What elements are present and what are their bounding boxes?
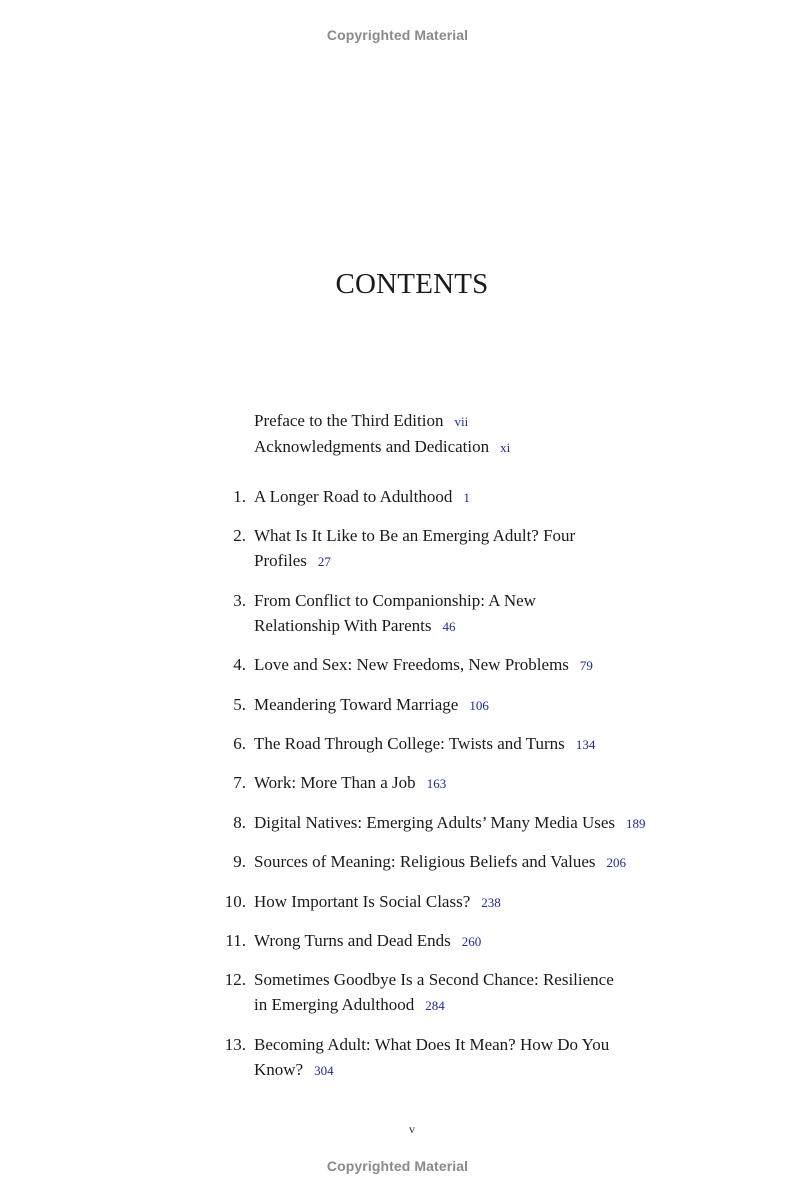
chapter-title: Digital Natives: Emerging Adults’ Many Media Uses xyxy=(254,812,616,832)
toc-entry-chapter-4[interactable] xyxy=(0,652,654,678)
chapter-title-line-1: Becoming Adult: What Does It Mean? How Do You xyxy=(254,1034,610,1054)
toc-page-number[interactable]: 163 xyxy=(426,776,447,792)
toc-page-number[interactable]: 106 xyxy=(469,697,489,713)
toc-entry-chapter-6[interactable] xyxy=(0,731,654,757)
toc-page-number[interactable]: 206 xyxy=(606,855,627,871)
toc-page-number[interactable]: 134 xyxy=(575,736,596,752)
chapter-title: A Longer Road to Adulthood xyxy=(254,487,453,506)
toc-entry-chapter-3[interactable] xyxy=(0,588,654,639)
toc-page-number[interactable]: vii xyxy=(454,414,469,429)
toc-entry-chapter-11[interactable] xyxy=(0,928,654,954)
toc-entry-chapter-1[interactable] xyxy=(0,484,654,510)
front-matter-list xyxy=(254,408,734,460)
toc-entry-chapter-12[interactable] xyxy=(0,967,654,1018)
chapter-number: 3. xyxy=(233,590,246,610)
chapter-number: 4. xyxy=(233,655,246,675)
chapter-title: What Is It Like to Be an Emerging Adult? Four Profiles xyxy=(254,526,576,571)
toc-page-number[interactable]: 238 xyxy=(481,894,501,910)
toc-entry-chapter-8[interactable] xyxy=(0,810,654,836)
chapter-title-line-2: Relationship With Parents xyxy=(254,615,432,635)
chapter-number: 7. xyxy=(233,773,246,793)
chapter-number: 1. xyxy=(233,487,246,506)
page-title: CONTENTS xyxy=(335,268,489,300)
toc-page-number[interactable]: 304 xyxy=(314,1062,334,1078)
chapter-list xyxy=(0,484,795,1096)
chapter-title-line-1: From Conflict to Companionship: A New xyxy=(254,590,536,610)
chapter-title-line-1: Sometimes Goodbye Is a Second Chance: Resilience xyxy=(254,970,614,990)
toc-page-number[interactable]: 284 xyxy=(425,998,445,1014)
toc-page-number[interactable]: 260 xyxy=(461,933,482,949)
toc-entry-title: Preface to the Third Edition xyxy=(254,411,444,430)
chapter-number: 6. xyxy=(233,733,246,753)
toc-entry-acknowledgments[interactable] xyxy=(254,434,734,460)
toc-page-number[interactable]: 46 xyxy=(442,618,456,634)
chapter-title: Sources of Meaning: Religious Beliefs and Values xyxy=(254,852,596,872)
chapter-title-line-2: Know? xyxy=(254,1059,304,1079)
toc-entry-chapter-7[interactable] xyxy=(0,770,654,796)
chapter-title: Love and Sex: New Freedoms, New Problems xyxy=(254,655,569,675)
toc-page-number[interactable]: 1 xyxy=(463,490,470,505)
chapter-number: 10. xyxy=(224,891,246,911)
chapter-number: 2. xyxy=(233,526,246,546)
toc-page-number[interactable]: 79 xyxy=(579,658,593,674)
chapter-title: Wrong Turns and Dead Ends xyxy=(254,930,451,950)
chapter-title-line-2: in Emerging Adulthood xyxy=(254,995,415,1015)
toc-entry-chapter-5[interactable] xyxy=(0,692,654,718)
chapter-number: 13. xyxy=(224,1034,246,1054)
chapter-number: 8. xyxy=(233,812,246,832)
page-folio: v xyxy=(409,1122,415,1136)
chapter-number: 11. xyxy=(225,930,246,950)
copyright-watermark-top: Copyrighted Material xyxy=(326,27,469,43)
chapter-title: How Important Is Social Class? xyxy=(254,891,471,911)
chapter-title: Work: More Than a Job xyxy=(254,773,416,793)
toc-entry-chapter-2[interactable] xyxy=(0,523,654,574)
copyright-watermark-bottom: Copyrighted Material xyxy=(326,1158,469,1174)
chapter-title: The Road Through College: Twists and Turns xyxy=(254,733,565,753)
toc-entry-chapter-10[interactable] xyxy=(0,889,654,915)
chapter-number: 5. xyxy=(233,694,246,714)
chapter-number: 9. xyxy=(233,852,246,872)
chapter-number: 12. xyxy=(224,970,246,990)
toc-entry-chapter-9[interactable] xyxy=(0,849,654,875)
toc-page-number[interactable]: 27 xyxy=(317,554,331,570)
toc-entry-title: Acknowledgments and Dedication xyxy=(254,437,490,456)
toc-entry-chapter-13[interactable] xyxy=(0,1032,654,1083)
toc-entry-preface[interactable] xyxy=(254,408,734,434)
toc-page-number[interactable]: 189 xyxy=(626,815,646,831)
toc-page-number[interactable]: xi xyxy=(500,440,511,455)
chapter-title: Meandering Toward Marriage xyxy=(254,694,459,714)
